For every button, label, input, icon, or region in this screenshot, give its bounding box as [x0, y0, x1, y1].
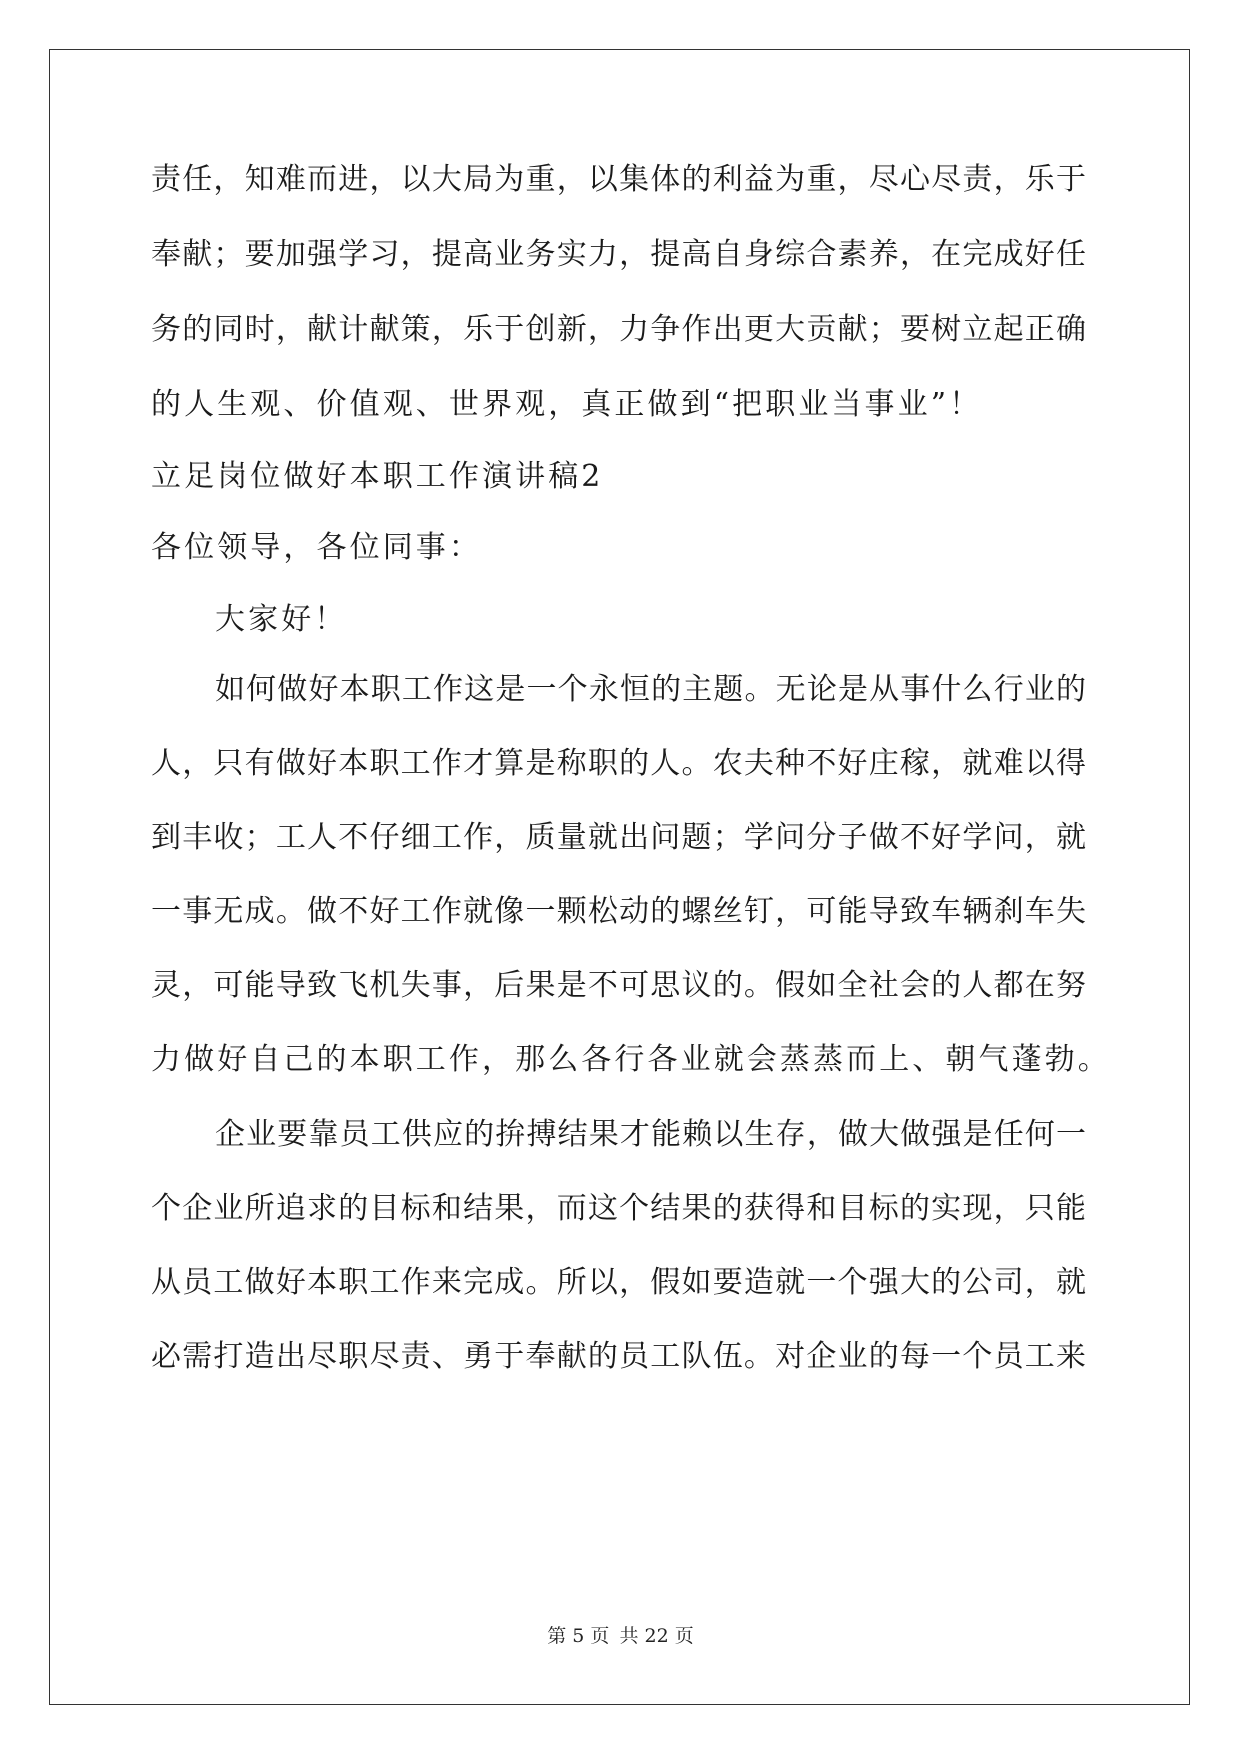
salutation: 各位领导，各位同事： — [151, 530, 482, 565]
body-line: 从员工做好本职工作来完成。所以，假如要造就一个强大的公司，就 — [151, 1265, 1086, 1300]
body-line: 如何做好本职工作这是一个永恒的主题。无论是从事什么行业的 — [215, 672, 1086, 707]
section-heading: 立足岗位做好本职工作演讲稿2 — [151, 459, 604, 494]
body-line: 人，只有做好本职工作才算是称职的人。农夫种不好庄稼，就难以得 — [151, 746, 1086, 781]
body-line: 一事无成。做不好工作就像一颗松动的螺丝钉，可能导致车辆刹车失 — [151, 894, 1086, 929]
page-border — [49, 49, 1190, 1705]
body-line: 责任，知难而进，以大局为重，以集体的利益为重，尽心尽责，乐于 — [151, 162, 1086, 197]
page-number: 第 5 页 — [547, 1625, 610, 1647]
body-line: 到丰收；工人不仔细工作，质量就出问题；学问分子做不好学问，就 — [151, 820, 1086, 855]
body-line: 灵，可能导致飞机失事，后果是不可思议的。假如全社会的人都在努 — [151, 968, 1086, 1003]
body-line: 奉献；要加强学习，提高业务实力，提高自身综合素养，在完成好任 — [151, 237, 1086, 272]
greeting: 大家好！ — [215, 602, 348, 637]
body-line: 企业要靠员工供应的拚搏结果才能赖以生存，做大做强是任何一 — [215, 1117, 1086, 1152]
body-line: 的人生观、价值观、世界观，真正做到“把职业当事业”！ — [151, 387, 983, 422]
page-footer — [0, 1624, 1241, 1648]
body-line: 力做好自己的本职工作，那么各行各业就会蒸蒸而上、朝气蓬勃。 — [151, 1042, 1111, 1077]
body-line: 务的同时，献计献策，乐于创新，力争作出更大贡献；要树立起正确 — [151, 312, 1086, 347]
page-total: 共 22 页 — [619, 1625, 694, 1647]
body-line: 个企业所追求的目标和结果，而这个结果的获得和目标的实现，只能 — [151, 1191, 1086, 1226]
body-line: 必需打造出尽职尽责、勇于奉献的员工队伍。对企业的每一个员工来 — [151, 1339, 1086, 1374]
